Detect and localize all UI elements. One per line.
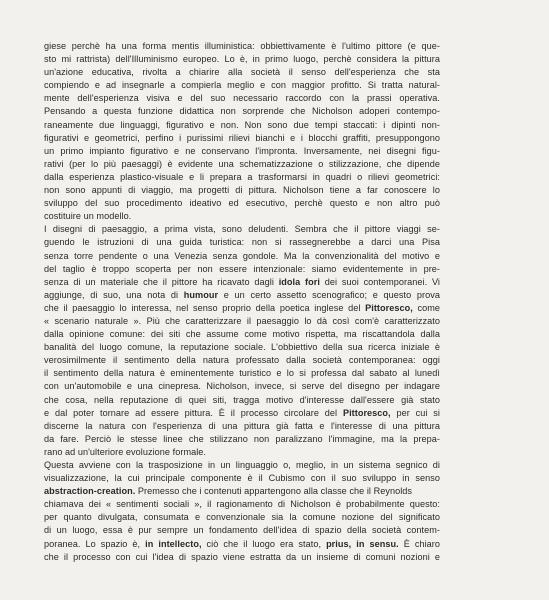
text-run: banalità del luogo comune, la reputazione sociale. L'obbiettivo della sua ricerca iniziale è — [44, 342, 440, 353]
text-run: di un luogo, essa è pur sempre un fondamento dell'idea di spazio della società contem- — [44, 525, 440, 536]
text-line — [44, 459, 440, 472]
text-run: guendo le istruzioni di una guida turistica: non si rassegnerebbe a darci una Pisa — [44, 237, 440, 248]
text-run: senza torre pendente o una Venezia senza gondole. Ma la convenzionalità del motivo e — [44, 250, 440, 261]
text-line — [44, 92, 440, 105]
text-run: un'azione educativa, rivolta a chiarire alla società il senso dell'esperienza che sta — [44, 67, 440, 78]
text-line — [44, 145, 440, 158]
text-run: figurativi e geometrici, perfino i purissimi rilievi bianchi e i blocchi graffiti, presuppongono — [44, 132, 440, 143]
text-line — [44, 538, 440, 551]
bold-term: Pittoresco, — [365, 302, 413, 313]
body-text — [44, 40, 440, 564]
text-line — [44, 354, 440, 367]
text-line — [44, 236, 440, 249]
text-run: dalla esperienza plastico-visuale e li prepara a trasformarsi in quadri o rilievi geometrici: — [44, 171, 440, 182]
text-run: compiendo e ad insegnarle a compierla meglio e con maggior profitto. Si tratta natural- — [44, 80, 440, 91]
text-run: il sentimento della natura è eminentemente turistico e lo si professa dal sabato al lunedì — [44, 368, 440, 379]
text-run: e dal poter tornare ad essere pittura. È il processo circolare del — [44, 407, 343, 418]
text-run: discerne la natura con l'esperienza di una pittura già fatta e l'interesse di una pittura — [44, 420, 440, 431]
text-line — [44, 420, 440, 433]
text-run: con un'automobile e una cinepresa. Nicholson, invece, si serve del disegno per indagare — [44, 381, 440, 392]
text-run: giese perchè ha una forma mentis illuministica: obbiettivamente è l'ultimo pittore (e que- — [44, 41, 440, 51]
text-line — [44, 551, 440, 564]
text-line — [44, 328, 440, 341]
text-run: sto mi rattrista) dell'Illuminismo europeo. Lo è, in primo luogo, perchè considera la pittura — [44, 54, 440, 65]
text-run: che il paesaggio lo interessa, nel senso proprio della poetica inglese del — [44, 302, 366, 313]
text-run: che cosa, nella reputazione di quei siti, tragga motivo d'interesse dall'essere già stato — [44, 394, 440, 405]
text-line — [44, 341, 440, 354]
text-run: È chiaro — [398, 538, 441, 549]
text-line — [44, 171, 440, 184]
text-run: raneamente due linguaggi, figurativo e non. Non sono due tempi staccati: i dipinti non- — [44, 119, 440, 130]
text-line — [44, 250, 440, 263]
text-run: ciò che il luogo era stato, — [201, 538, 327, 549]
text-run: Pensando a questa funzione didattica non sorprende che Nicholson adoperi contempo- — [44, 106, 440, 117]
text-run: da fare. Perciò le stesse linee che stilizzano non paralizzano l'immagine, ma la prepa- — [44, 433, 440, 444]
text-line — [44, 498, 440, 511]
text-line — [44, 184, 440, 197]
text-line — [44, 119, 440, 132]
text-line — [44, 223, 440, 236]
text-run: del taglio è troppo scoperta per non essere intenzionale: siamo evidentemente in pre- — [44, 263, 440, 274]
text-run: Premesso che i contenuti appartengono alla classe che il Reynolds — [135, 486, 413, 497]
text-run: rativi (per lo più paesaggi) è evidente una schematizzazione o stilizzazione, che dipende — [44, 158, 440, 169]
text-run: non sono appunti di viaggio, ma progetti di pittura. Nicholson tiene a far conoscere lo — [44, 185, 440, 196]
text-line — [44, 66, 440, 79]
text-line — [44, 210, 440, 223]
text-line — [44, 276, 440, 289]
text-run: I disegni di paesaggio, a prima vista, sono deludenti. Sembra che il pittore viaggi se- — [44, 224, 440, 235]
bold-term: abstraction-creation. — [44, 486, 136, 497]
text-run: chiamava dei « sentimenti sociali », il ragionamento di Nicholson è probabilmente questo: — [44, 499, 440, 510]
text-line — [44, 132, 440, 145]
text-run: sviluppo del suo procedimento ideativo ed esecutivo, perchè questo e non altro può — [44, 198, 440, 209]
text-line — [44, 446, 440, 459]
text-line — [44, 53, 440, 66]
bold-term: in intellecto, — [145, 538, 202, 549]
text-run: come — [412, 302, 440, 313]
text-run: e un certo assetto scenografico; e questo prova — [218, 289, 440, 300]
text-line — [44, 511, 440, 524]
text-run: per cui si — [390, 407, 440, 418]
text-line — [44, 380, 440, 393]
text-line — [44, 315, 440, 328]
text-run: mente dell'esperienza visiva e del suo necessario raccordo con la prassi operativa. — [44, 93, 440, 104]
text-line — [44, 485, 440, 498]
text-line — [44, 524, 440, 537]
text-line — [44, 394, 440, 407]
text-line — [44, 407, 440, 420]
text-run: costituire un modello. — [44, 211, 132, 222]
text-run: poranea. Lo spazio è, — [44, 538, 146, 549]
text-line — [44, 367, 440, 380]
text-line — [44, 289, 440, 302]
text-run: verosimilmente il sentimento della natura professato dalla società contemporanea: oggi — [44, 355, 440, 366]
text-line — [44, 40, 440, 53]
bold-term: humour — [183, 289, 219, 300]
text-line — [44, 158, 440, 171]
text-run: senza di un materiale che il pittore ha ricavato dagli — [44, 276, 279, 287]
text-line — [44, 197, 440, 210]
text-run: per quanto divulgata, consumata e convenzionale sia la comune nozione del significato — [44, 512, 440, 523]
text-run: aggiunge, di suo, una nota di — [44, 289, 184, 300]
bold-term: Pittoresco, — [342, 407, 391, 418]
text-line — [44, 105, 440, 118]
text-run: rano ad un'ulteriore evoluzione formale. — [44, 446, 207, 457]
text-line — [44, 302, 440, 315]
text-run: Questa avviene con la trasposizione in un linguaggio o, meglio, in un sistema segnico di — [44, 460, 440, 470]
text-line — [44, 79, 440, 92]
bold-term: prius, in sensu. — [326, 538, 399, 549]
bold-term: idola fori — [278, 276, 320, 287]
text-run: « scenario naturale ». Più che caratterizzare il paesaggio lo dà così com'è caratterizzato — [44, 315, 440, 326]
text-line — [44, 433, 440, 446]
text-run: dei suoi contemporanei. Vi — [319, 276, 440, 287]
text-run: che il processo con cui l'idea di spazio viene estratta da un insieme di comuni nozioni e — [44, 551, 440, 562]
text-run: un primo impianto figurativo e ne conservano l'impronta. Inversamente, nei disegni figu- — [44, 145, 440, 156]
text-run: visualizzazione, la cui principale componente è il Cubismo con il suo sviluppo in senso — [44, 473, 440, 484]
text-line — [44, 263, 440, 276]
text-line — [44, 472, 440, 485]
text-run: dalla opinione comune: dei siti che assume come motivo rispetta, ma riscattandola dalla — [44, 329, 440, 340]
